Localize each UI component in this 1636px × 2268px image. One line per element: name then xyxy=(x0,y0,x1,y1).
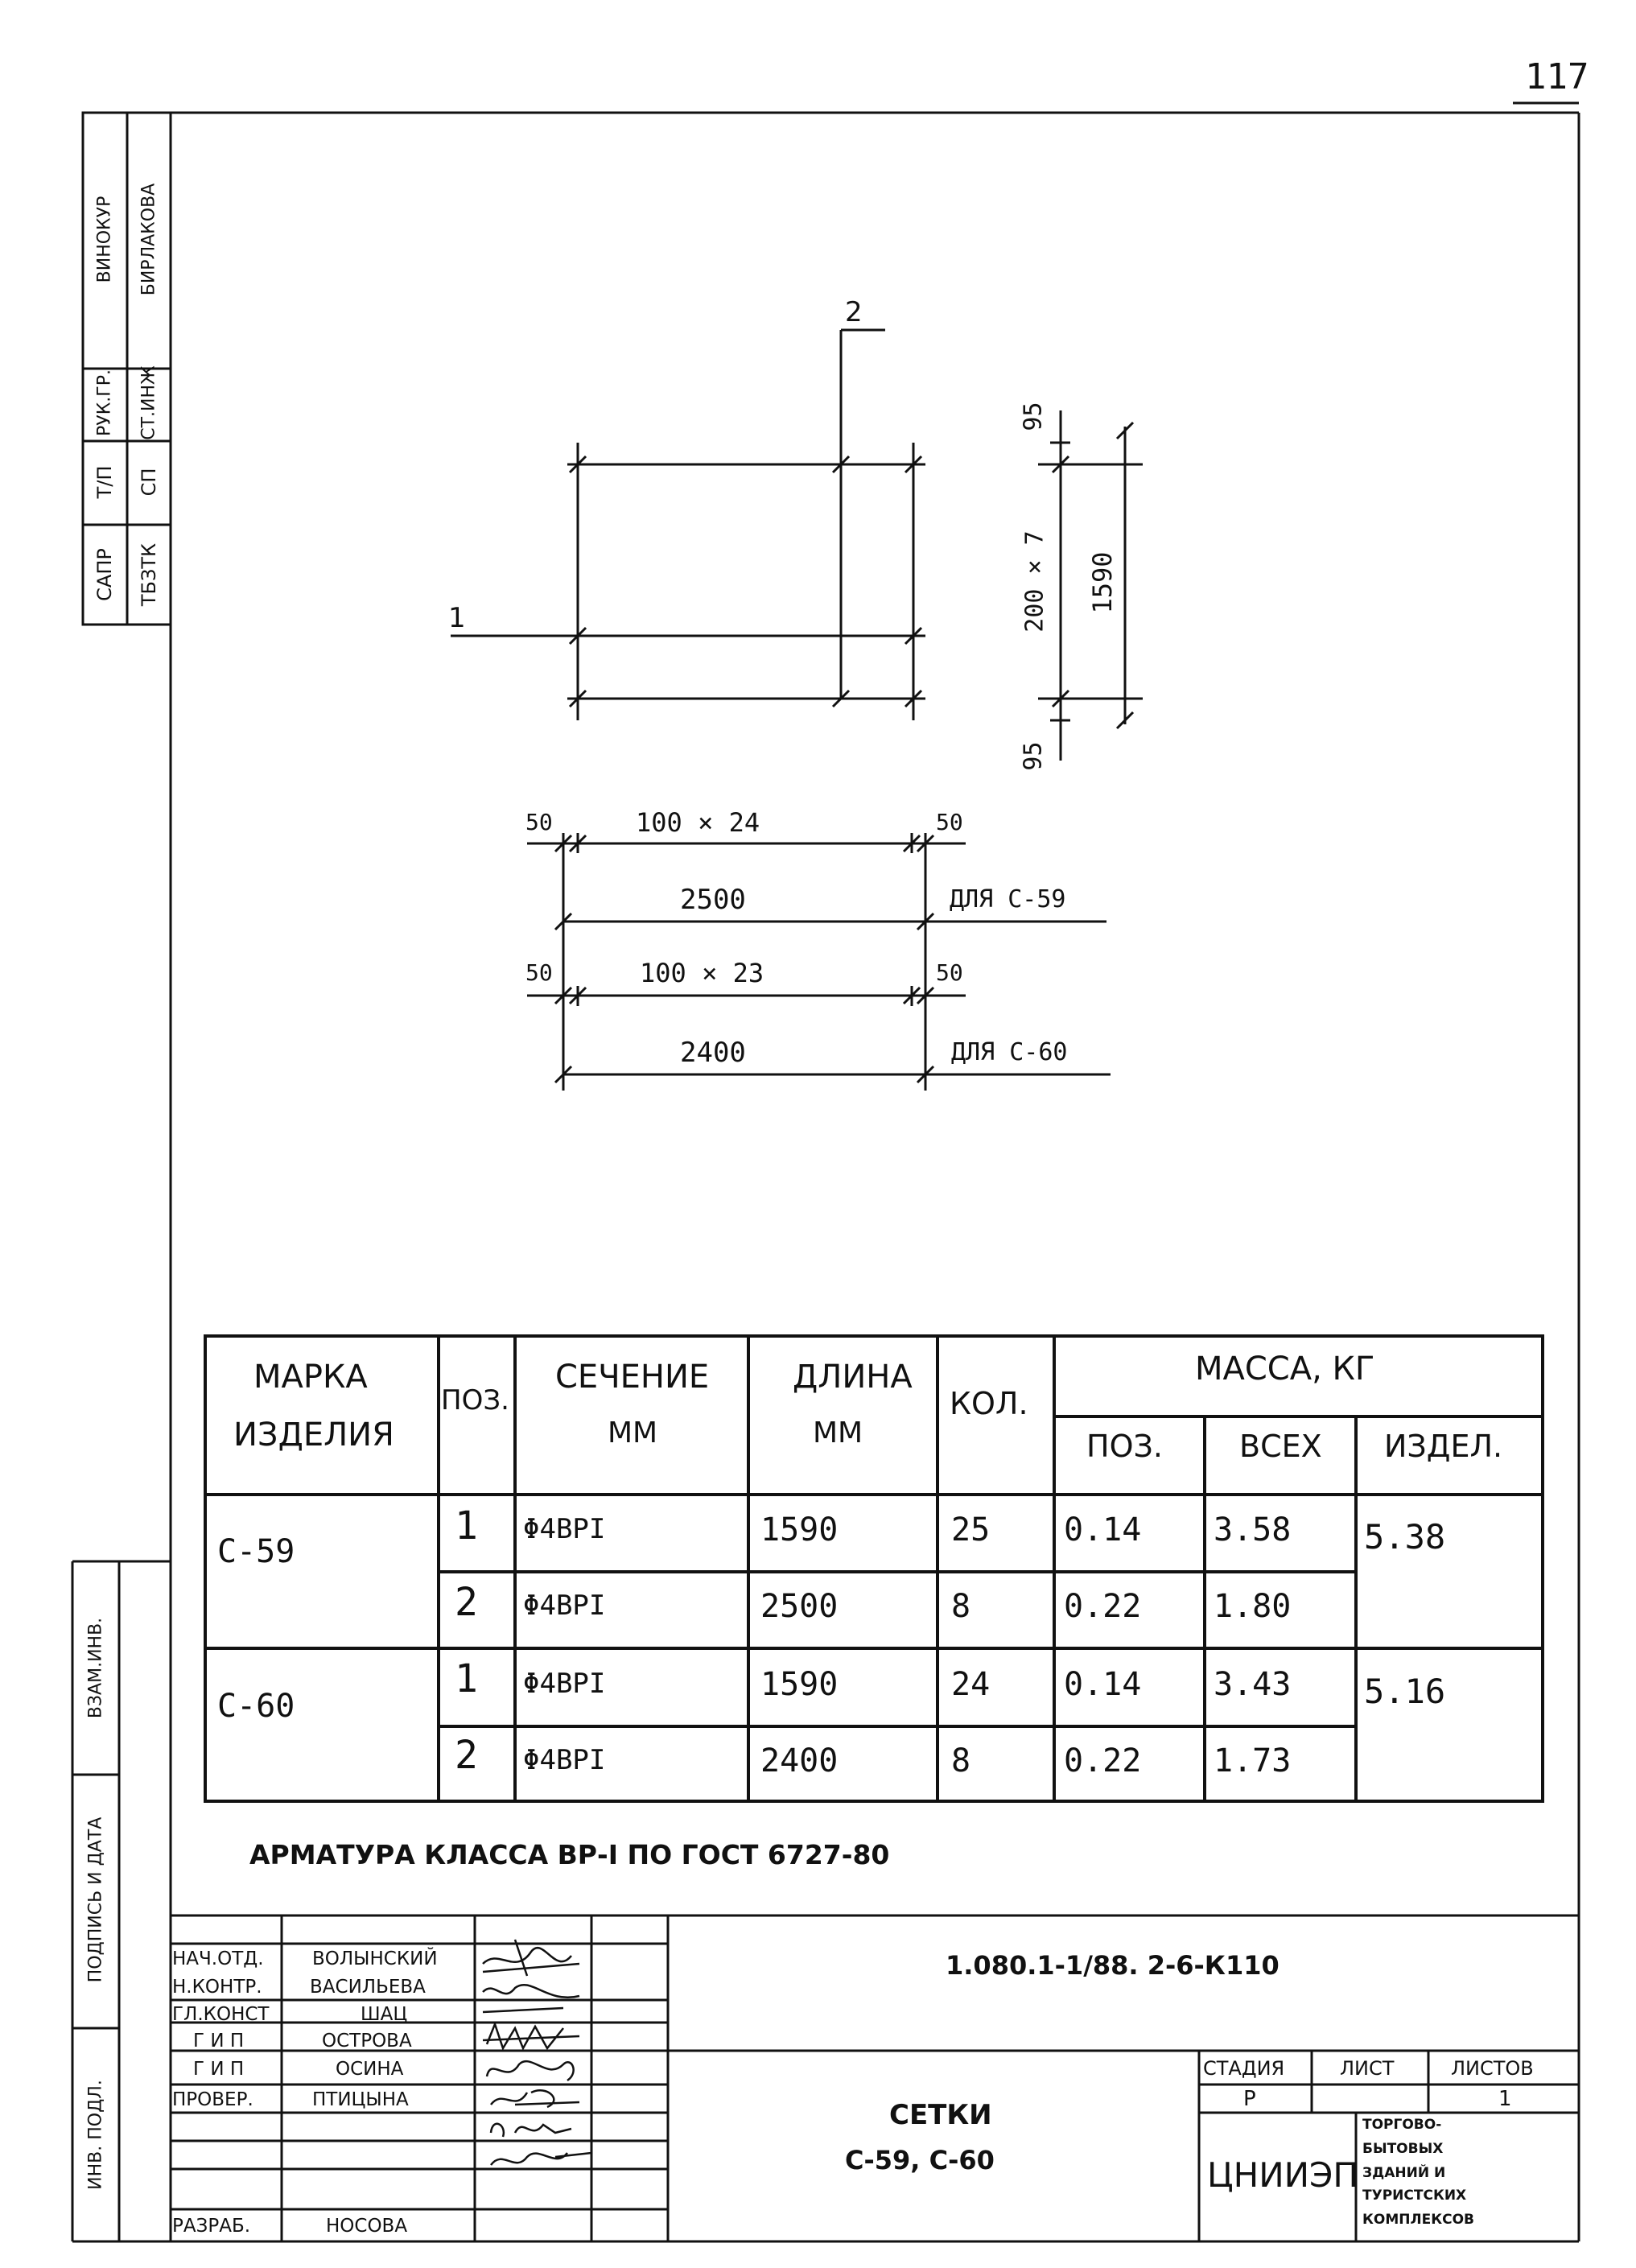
th-mass: МАССА, КГ xyxy=(1195,1350,1375,1388)
row-item-mass-c60: 5.16 xyxy=(1364,1672,1446,1711)
stamp-value-tp: СП xyxy=(138,468,160,497)
cell-qty: 25 xyxy=(951,1511,991,1548)
hdim-c59-total: 2500 xyxy=(680,884,746,916)
staff-name: ОСИНА xyxy=(336,2059,404,2080)
org-desc-line: ТУРИСТСКИХ xyxy=(1362,2188,1467,2204)
staff-name: НОСОВА xyxy=(326,2216,408,2237)
stamp-value-sapr: ТБЗТК xyxy=(138,542,160,607)
stamp-label-vinokur: ВИНОКУР xyxy=(94,196,115,283)
cell-length: 1590 xyxy=(760,1511,839,1548)
cell-mass-pos: 0.14 xyxy=(1064,1511,1142,1548)
hdim-c59-pitch: 100 × 24 xyxy=(636,807,760,838)
stamp-label-sapr: САПР xyxy=(93,548,116,601)
stamp-label-rukgr: РУК.ГР. xyxy=(94,369,115,436)
cell-length: 1590 xyxy=(760,1666,839,1703)
th-mass-pos: ПОЗ. xyxy=(1086,1429,1163,1464)
cell-length: 2400 xyxy=(760,1742,839,1779)
cell-section: Φ4ВРI xyxy=(523,1744,606,1776)
hdim-c60-pitch: 100 × 23 xyxy=(640,958,764,988)
row-mark-c60: С-60 xyxy=(217,1688,295,1725)
stamp-label-tp: Т/П xyxy=(93,465,116,499)
hdim-c59-note: ДЛЯ С-59 xyxy=(950,885,1066,913)
stamp-inv-podl: ИНВ. ПОДЛ. xyxy=(85,2080,106,2190)
organization-name: ЦНИИЭП xyxy=(1207,2155,1358,2195)
org-desc-line: ЗДАНИЙ И xyxy=(1362,2165,1446,2181)
th-mass-item: ИЗДЕЛ. xyxy=(1384,1429,1503,1464)
position-label-1: 1 xyxy=(448,602,466,634)
cell-mass-all: 3.43 xyxy=(1214,1666,1292,1703)
position-label-2: 2 xyxy=(845,296,863,328)
stage-label: СТАДИЯ xyxy=(1203,2057,1285,2080)
vdim-total: 1590 xyxy=(1087,551,1118,614)
org-desc-line: ТОРГОВО- xyxy=(1362,2117,1442,2133)
hdim-c60-right: 50 xyxy=(936,959,963,986)
stamp-value-vinokur: БИРЛАКОВА xyxy=(138,183,159,296)
staff-role: РАЗРАБ. xyxy=(172,2216,251,2237)
th-length-unit: ММ xyxy=(813,1416,863,1449)
staff-role: ПРОВЕР. xyxy=(172,2089,253,2110)
th-section: СЕЧЕНИЕ xyxy=(555,1359,710,1396)
cell-mass-pos: 0.22 xyxy=(1064,1588,1142,1625)
cell-qty: 24 xyxy=(951,1666,991,1703)
th-section-unit: ММ xyxy=(608,1416,658,1449)
vdim-top: 95 xyxy=(1019,402,1048,431)
cell-mass-all: 1.80 xyxy=(1214,1588,1292,1625)
staff-role: НАЧ.ОТД. xyxy=(172,1948,264,1969)
stamp-value-rukgr: СТ.ИНЖ xyxy=(138,365,159,440)
cell-section: Φ4ВРI xyxy=(523,1668,606,1700)
cell-pos: 1 xyxy=(455,1503,478,1548)
hdim-c59-right: 50 xyxy=(936,809,963,835)
cell-qty: 8 xyxy=(951,1742,971,1779)
hdim-c59-left: 50 xyxy=(525,809,553,835)
sheets-value: 1 xyxy=(1498,2087,1512,2111)
org-desc-line: КОМПЛЕКСОВ xyxy=(1362,2212,1475,2228)
signatures xyxy=(483,1940,591,2165)
cell-mass-all: 3.58 xyxy=(1214,1511,1292,1548)
th-mass-all: ВСЕХ xyxy=(1239,1429,1322,1464)
th-length: ДЛИНА xyxy=(793,1359,913,1396)
doc-code: 1.080.1-1/88. 2-6-К110 xyxy=(946,1950,1280,1981)
cell-pos: 2 xyxy=(455,1580,478,1625)
th-mark2: ИЗДЕЛИЯ xyxy=(233,1416,394,1454)
cell-mass-pos: 0.22 xyxy=(1064,1742,1142,1779)
cell-section: Φ4ВРI xyxy=(523,1590,606,1622)
cell-mass-all: 1.73 xyxy=(1214,1742,1292,1779)
cell-qty: 8 xyxy=(951,1588,971,1625)
th-qty: КОЛ. xyxy=(950,1386,1028,1421)
row-item-mass-c59: 5.38 xyxy=(1364,1517,1446,1557)
staff-role: Н.КОНТР. xyxy=(172,1977,262,1998)
cell-length: 2500 xyxy=(760,1588,839,1625)
org-desc-line: БЫТОВЫХ xyxy=(1362,2141,1444,2157)
stamp-podpis-data: ПОДПИСЬ И ДАТА xyxy=(85,1816,106,1983)
sheets-label: ЛИСТОВ xyxy=(1451,2057,1534,2080)
vdim-middle: 200 × 7 xyxy=(1020,530,1049,633)
cell-mass-pos: 0.14 xyxy=(1064,1666,1142,1703)
sheet-title-line1: СЕТКИ xyxy=(889,2099,992,2131)
th-mark: МАРКА xyxy=(253,1359,368,1396)
sheet-title-line2: С-59, С-60 xyxy=(845,2145,995,2175)
staff-role: Г И П xyxy=(193,2059,245,2080)
cell-pos: 1 xyxy=(455,1656,478,1701)
staff-role: ГЛ.КОНСТ xyxy=(172,2004,270,2025)
staff-name: ВАСИЛЬЕВА xyxy=(310,1977,426,1998)
staff-name: ШАЦ xyxy=(361,2004,408,2025)
staff-name: ПТИЦЫНА xyxy=(312,2089,409,2110)
cell-section: Φ4ВРI xyxy=(523,1513,606,1545)
vdim-bottom: 95 xyxy=(1019,741,1048,771)
staff-name: ОСТРОВА xyxy=(322,2031,412,2052)
row-mark-c59: С-59 xyxy=(217,1533,295,1570)
reinforcement-note: АРМАТУРА КЛАССА ВР-I ПО ГОСТ 6727-80 xyxy=(249,1839,890,1870)
hdim-c60-note: ДЛЯ С-60 xyxy=(951,1038,1068,1066)
sheet-label: ЛИСТ xyxy=(1340,2057,1395,2080)
stage-value: Р xyxy=(1243,2087,1256,2111)
stamp-vzam-inv: ВЗАМ.ИНВ. xyxy=(85,1617,106,1719)
hdim-c60-left: 50 xyxy=(525,959,553,986)
page-number: 117 xyxy=(1525,56,1589,97)
staff-name: ВОЛЫНСКИЙ xyxy=(312,1948,438,1969)
staff-role: Г И П xyxy=(193,2031,245,2052)
cell-pos: 2 xyxy=(455,1733,478,1778)
th-pos: ПОЗ. xyxy=(441,1384,509,1416)
hdim-c60-total: 2400 xyxy=(680,1037,746,1069)
